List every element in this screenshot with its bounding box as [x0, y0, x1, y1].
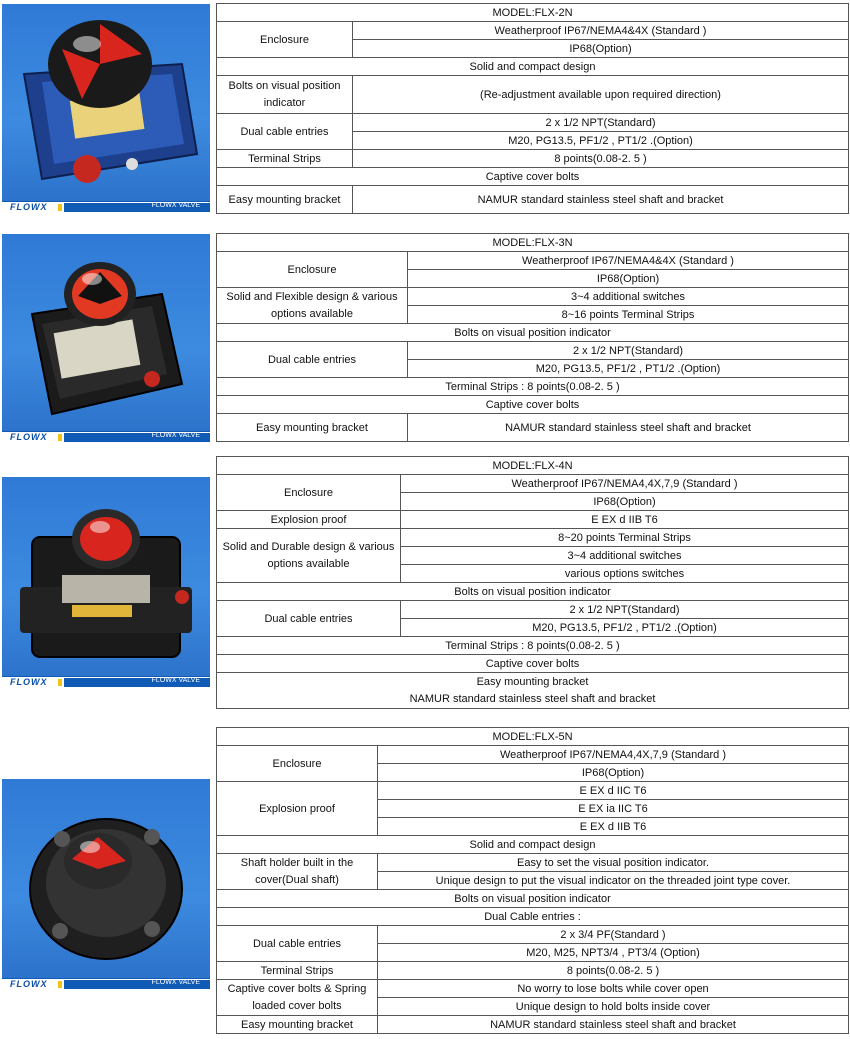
- bolts-row: Bolts on visual position indicator: [217, 890, 849, 908]
- captive-value-2: Unique design to hold bolts inside cover: [378, 998, 849, 1016]
- dual-cable-option: M20, PG13.5, PF1/2 , PT1/2 .(Option): [353, 132, 849, 150]
- design-label: Solid and Durable design & various options available: [217, 529, 401, 583]
- brand-strip: [2, 431, 210, 444]
- enclosure-label: Enclosure: [217, 746, 378, 782]
- shaft-holder-label: Shaft holder built in the cover(Dual shaft): [217, 854, 378, 890]
- explosion-label: Explosion proof: [217, 511, 401, 529]
- enclosure-option: IP68(Option): [353, 40, 849, 58]
- design-value-terminal: 8~16 points Terminal Strips: [408, 306, 849, 324]
- flowx-logo: FLOWX: [10, 202, 48, 212]
- brand-caption: FLOWX VALVE: [151, 202, 200, 209]
- dual-cable-label: Dual cable entries: [217, 601, 401, 637]
- dual-cable-standard: 2 x 1/2 NPT(Standard): [408, 342, 849, 360]
- mounting-label: Easy mounting bracket: [217, 1016, 378, 1034]
- brand-strip: [2, 978, 210, 991]
- captive-label: Captive cover bolts & Spring loaded cover bolts: [217, 980, 378, 1016]
- mounting-value: NAMUR standard stainless steel shaft and bracket: [353, 186, 849, 214]
- model-heading: MODEL:FLX-4N: [217, 457, 849, 475]
- mounting-row: [217, 673, 849, 709]
- spec-table-flx-2n: [216, 3, 849, 214]
- dual-cable-standard: 2 x 1/2 NPT(Standard): [401, 601, 849, 619]
- brand-caption: FLOWX VALVE: [151, 432, 200, 439]
- spec-table-flx-5n: [216, 727, 849, 1034]
- enclosure-standard: Weatherproof IP67/NEMA4,4X,7,9 (Standard ): [401, 475, 849, 493]
- enclosure-label: Enclosure: [217, 475, 401, 511]
- dual-cable-option: M20, M25, NPT3/4 , PT3/4 (Option): [378, 944, 849, 962]
- product-block-flx-2n: [0, 0, 850, 218]
- product-photo-flx-3n: [2, 234, 210, 444]
- captive-row: Captive cover bolts: [217, 655, 849, 673]
- dual-cable-heading: Dual Cable entries :: [217, 908, 849, 926]
- model-heading: MODEL:FLX-5N: [217, 728, 849, 746]
- product-photo-flx-4n: [2, 477, 210, 689]
- mounting-line-1: Easy mounting bracket: [476, 675, 589, 688]
- mounting-value: NAMUR standard stainless steel shaft and bracket: [408, 414, 849, 442]
- terminal-value: 8 points(0.08-2. 5 ): [378, 962, 849, 980]
- dual-cable-standard: 2 x 1/2 NPT(Standard): [353, 114, 849, 132]
- explosion-label: Explosion proof: [217, 782, 378, 836]
- flowx-logo: FLOWX: [10, 677, 48, 687]
- brand-strip: [2, 201, 210, 214]
- terminal-label: Terminal Strips: [217, 962, 378, 980]
- dual-cable-standard: 2 x 3/4 PF(Standard ): [378, 926, 849, 944]
- bolts-value: (Re-adjustment available upon required direction): [353, 76, 849, 114]
- terminal-label: Terminal Strips: [217, 150, 353, 168]
- mounting-label: Easy mounting bracket: [217, 414, 408, 442]
- limit-switch-box-icon: [2, 779, 210, 979]
- dual-cable-option: M20, PG13.5, PF1/2 , PT1/2 .(Option): [408, 360, 849, 378]
- enclosure-option: IP68(Option): [401, 493, 849, 511]
- dual-cable-label: Dual cable entries: [217, 114, 353, 150]
- bolts-label: Bolts on visual position indicator: [217, 76, 353, 114]
- captive-value-1: No worry to lose bolts while cover open: [378, 980, 849, 998]
- terminal-value: 8 points(0.08-2. 5 ): [353, 150, 849, 168]
- flowx-logo: FLOWX: [10, 432, 48, 442]
- brand-caption: FLOWX VALVE: [151, 677, 200, 684]
- bolts-row: Bolts on visual position indicator: [217, 324, 849, 342]
- dual-cable-label: Dual cable entries: [217, 926, 378, 962]
- mounting-value: NAMUR standard stainless steel shaft and bracket: [378, 1016, 849, 1034]
- flowx-logo: FLOWX: [10, 979, 48, 989]
- design-value-switches: 3~4 additional switches: [408, 288, 849, 306]
- product-block-flx-5n: [0, 727, 850, 1039]
- limit-switch-box-icon: [2, 234, 210, 432]
- mounting-line-2: NAMUR standard stainless steel shaft and bracket: [409, 692, 656, 705]
- enclosure-standard: Weatherproof IP67/NEMA4&4X (Standard ): [408, 252, 849, 270]
- brand-caption: FLOWX VALVE: [151, 979, 200, 986]
- dual-cable-label: Dual cable entries: [217, 342, 408, 378]
- terminal-row: Terminal Strips : 8 points(0.08-2. 5 ): [217, 378, 849, 396]
- enclosure-option: IP68(Option): [378, 764, 849, 782]
- enclosure-label: Enclosure: [217, 252, 408, 288]
- captive-row: Captive cover bolts: [217, 396, 849, 414]
- design-label: Solid and Flexible design & various options available: [217, 288, 408, 324]
- product-block-flx-4n: [0, 455, 850, 715]
- explosion-value-1: E EX d IIC T6: [378, 782, 849, 800]
- design-value-terminal: 8~20 points Terminal Strips: [401, 529, 849, 547]
- brand-accent: [58, 434, 62, 441]
- brand-accent: [58, 204, 62, 211]
- spec-table-flx-3n: [216, 233, 849, 442]
- dual-cable-option: M20, PG13.5, PF1/2 , PT1/2 .(Option): [401, 619, 849, 637]
- model-heading: MODEL:FLX-3N: [217, 234, 849, 252]
- bolts-row: Bolts on visual position indicator: [217, 583, 849, 601]
- limit-switch-box-icon: [2, 477, 210, 677]
- design-value-options: various options switches: [401, 565, 849, 583]
- shaft-holder-value-2: Unique design to put the visual indicator on the threaded joint type cover.: [378, 872, 849, 890]
- enclosure-standard: Weatherproof IP67/NEMA4,4X,7,9 (Standard ): [378, 746, 849, 764]
- product-photo-flx-2n: [2, 4, 210, 214]
- explosion-value-2: E EX ia IIC T6: [378, 800, 849, 818]
- enclosure-standard: Weatherproof IP67/NEMA4&4X (Standard ): [353, 22, 849, 40]
- mounting-label: Easy mounting bracket: [217, 186, 353, 214]
- enclosure-option: IP68(Option): [408, 270, 849, 288]
- terminal-row: Terminal Strips : 8 points(0.08-2. 5 ): [217, 637, 849, 655]
- limit-switch-box-icon: [2, 4, 210, 202]
- model-heading: MODEL:FLX-2N: [217, 4, 849, 22]
- brand-accent: [58, 679, 62, 686]
- brand-strip: [2, 676, 210, 689]
- explosion-value: E EX d IIB T6: [401, 511, 849, 529]
- product-block-flx-3n: [0, 230, 850, 448]
- solid-design-row: Solid and compact design: [217, 836, 849, 854]
- solid-design-row: Solid and compact design: [217, 58, 849, 76]
- enclosure-label: Enclosure: [217, 22, 353, 58]
- spec-table-flx-4n: [216, 456, 849, 709]
- shaft-holder-value-1: Easy to set the visual position indicator.: [378, 854, 849, 872]
- brand-accent: [58, 981, 62, 988]
- captive-row: Captive cover bolts: [217, 168, 849, 186]
- product-photo-flx-5n: [2, 779, 210, 991]
- design-value-switches: 3~4 additional switches: [401, 547, 849, 565]
- explosion-value-3: E EX d IIB T6: [378, 818, 849, 836]
